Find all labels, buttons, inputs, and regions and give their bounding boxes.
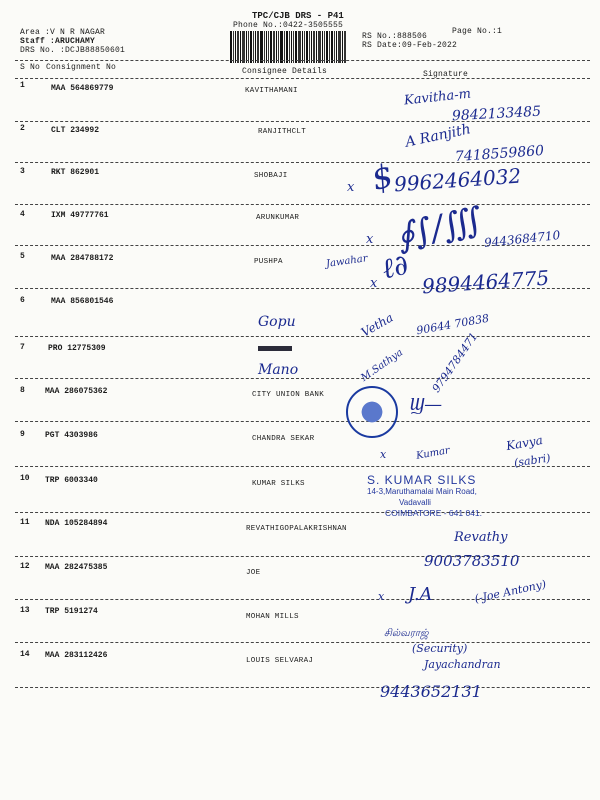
handwritten-gopu: Gopu <box>258 314 296 330</box>
row-sno: 1 <box>20 81 25 90</box>
barcode-bar <box>284 31 285 63</box>
row-consignment: MAA 284788172 <box>51 254 114 263</box>
signature-revathy: Revathy <box>454 530 508 545</box>
barcode-bar <box>344 31 346 63</box>
barcode-bar <box>276 31 277 63</box>
cross-mark: x <box>366 232 374 247</box>
signature-phone: 90644 70838 <box>415 311 491 338</box>
row-divider <box>15 162 590 163</box>
barcode-bar <box>260 31 263 63</box>
signature-kavya: Kavya <box>505 432 544 454</box>
signature-note: (sabri) <box>513 451 552 470</box>
barcode-bar <box>246 31 247 63</box>
signature-sathya: M.Sathya <box>359 347 406 384</box>
barcode-bar <box>331 31 333 63</box>
company-stamp <box>357 470 502 528</box>
row-divider <box>15 642 590 643</box>
barcode-bar <box>293 31 294 63</box>
barcode-bar <box>313 31 315 63</box>
row-consignment: NDA 105284894 <box>45 519 108 528</box>
barcode-bar <box>334 31 335 63</box>
row-sno: 14 <box>20 650 30 659</box>
barcode-bar <box>273 31 275 63</box>
stamp-line: Vadavalli <box>399 498 431 507</box>
row-consignee: RANJITHCLT <box>258 128 307 136</box>
rs-number: RS No.:888506 <box>362 32 428 41</box>
signature-scribble: $ <box>367 156 397 198</box>
cross-mark: x <box>370 276 378 291</box>
row-consignee: KAVITHAMANI <box>245 87 298 95</box>
barcode <box>230 31 355 63</box>
page-number: Page No.:1 <box>452 27 503 36</box>
barcode-bar <box>336 31 337 63</box>
row-consignee: KUMAR SILKS <box>252 480 305 488</box>
header-rule-bottom <box>15 78 590 79</box>
cross-mark: x <box>347 180 355 195</box>
row-sno: 11 <box>20 518 30 527</box>
signature-vetha: Vetha <box>358 310 396 340</box>
phone-number: Phone No.:0422-3505555 <box>233 21 344 30</box>
area-label: Area :V N R NAGAR <box>20 28 106 37</box>
stamp-line: S. KUMAR SILKS <box>367 473 477 487</box>
row-divider <box>15 466 590 467</box>
bank-seal <box>346 386 398 438</box>
barcode-bar <box>253 31 254 63</box>
barcode-bar <box>295 31 297 63</box>
row-consignment: MAA 564869779 <box>51 84 114 93</box>
row-consignee: LOUIS SELVARAJ <box>246 657 314 665</box>
row-divider <box>15 512 590 513</box>
rs-date: RS Date:09-Feb-2022 <box>362 41 458 50</box>
row-consignment: TRP 6003340 <box>45 476 98 485</box>
row-divider <box>15 421 590 422</box>
row-divider <box>15 378 590 379</box>
barcode-bar <box>326 31 328 63</box>
barcode-bar <box>248 31 249 63</box>
row-divider <box>15 336 590 337</box>
barcode-bar <box>302 31 303 63</box>
signature-phone: 9842133485 <box>451 103 542 125</box>
row-consignment: IXM 49777761 <box>51 211 109 220</box>
barcode-bar <box>286 31 288 63</box>
barcode-bar <box>306 31 308 63</box>
row-sno: 7 <box>20 343 25 352</box>
row-consignee: CHANDRA SEKAR <box>252 435 315 443</box>
barcode-bar <box>322 31 323 63</box>
signature-phone: 9894464775 <box>421 265 550 299</box>
row-consignee: ARUNKUMAR <box>256 214 300 222</box>
column-consignment: Consignment No <box>46 63 117 72</box>
row-sno: 6 <box>20 296 25 305</box>
barcode-bar <box>235 31 236 63</box>
row-divider <box>15 204 590 205</box>
staff-label: Staff :ARUCHAMY <box>20 37 96 46</box>
stamp-line: COIMBATORE - 641 041. <box>385 508 482 518</box>
signature-phone: 9443652131 <box>380 682 482 701</box>
barcode-bar <box>278 31 279 63</box>
signature-note: (-Joe Antony) <box>473 577 548 606</box>
row-consignment: CLT 234992 <box>51 126 100 135</box>
barcode-bar <box>280 31 283 63</box>
row-sno: 8 <box>20 386 25 395</box>
barcode-bar <box>291 31 292 63</box>
row-sno: 4 <box>20 210 25 219</box>
row-sno: 10 <box>20 474 30 483</box>
stamp-line: 14-3,Maruthamalai Main Road, <box>367 487 477 496</box>
signature-phone: 9003783510 <box>424 552 520 570</box>
row-consignee: REVATHIGOPALAKRISHNAN <box>246 525 347 533</box>
document-title: TPC/CJB DRS - P41 <box>252 11 344 21</box>
row-consignee: MOHAN MILLS <box>246 613 299 621</box>
barcode-bar <box>342 31 343 63</box>
barcode-bar <box>318 31 321 63</box>
row-divider <box>15 687 590 688</box>
handwritten-mano: Mano <box>258 362 299 378</box>
row-consignee: CITY UNION BANK <box>252 391 325 399</box>
row-sno: 12 <box>20 562 30 571</box>
barcode-bar <box>329 31 330 63</box>
row-consignment: RKT 862901 <box>51 168 100 177</box>
signature-ranjith: A Ranjith <box>404 121 473 151</box>
header-rule-top <box>15 60 590 61</box>
barcode-bar <box>304 31 305 63</box>
cross-mark: x <box>380 448 387 461</box>
signature-phone: 9794784471 <box>429 330 481 395</box>
signature-scribble: ∮∫∕∭ <box>392 199 487 257</box>
barcode-bar <box>270 31 272 63</box>
signature-tamil: சில்வராஜ் <box>384 628 429 639</box>
row-consignment: MAA 286075362 <box>45 387 108 396</box>
barcode-bar <box>257 31 259 63</box>
barcode-bar <box>298 31 301 63</box>
barcode-bar <box>250 31 252 63</box>
signature-kavitha: Kavitha-m <box>403 86 472 109</box>
row-sno: 5 <box>20 252 25 261</box>
barcode-bar <box>240 31 241 63</box>
barcode-bar <box>309 31 310 63</box>
signature-kumar: Kumar <box>415 445 451 462</box>
row-sno: 9 <box>20 430 25 439</box>
row-consignment: PRO 12775309 <box>48 344 106 353</box>
barcode-bar <box>266 31 267 63</box>
signature-scribble: ℓ∂ <box>378 247 412 286</box>
row-consignment: MAA 282475385 <box>45 563 108 572</box>
signature-jayachandran: Jayachandran <box>424 658 501 671</box>
barcode-bar <box>338 31 341 63</box>
signature-note: (Security) <box>412 642 468 655</box>
barcode-bar <box>268 31 269 63</box>
signature-phone: 9962464032 <box>393 163 522 197</box>
row-sno: 3 <box>20 167 25 176</box>
row-consignment: PGT 4303986 <box>45 431 98 440</box>
barcode-bar <box>289 31 290 63</box>
row-consignment: MAA 856801546 <box>51 297 114 306</box>
cross-mark: x <box>378 590 385 603</box>
row-consignee: SHOBAJI <box>254 172 288 180</box>
barcode-bar <box>255 31 256 63</box>
barcode-bar <box>242 31 245 63</box>
signature-scribble: Ϣ— <box>410 394 443 415</box>
row-sno: 2 <box>20 124 25 133</box>
signature-joe: J.A <box>408 584 433 605</box>
column-sno: S No <box>20 63 41 72</box>
drs-number: DRS No. :DCJB88850601 <box>20 46 126 55</box>
barcode-bar <box>264 31 265 63</box>
column-consignee: Consignee Details <box>242 67 328 76</box>
pushpa-note: Jawahar <box>325 253 369 270</box>
row-consignment: MAA 283112426 <box>45 651 108 660</box>
signature-phone: 7418559860 <box>454 142 545 166</box>
barcode-bar <box>237 31 239 63</box>
row-consignee: JOE <box>246 569 261 577</box>
row-sno: 13 <box>20 606 30 615</box>
signature-phone: 9443684710 <box>483 228 561 250</box>
barcode-bar <box>233 31 234 63</box>
redacted-consignee <box>258 346 292 351</box>
barcode-bar <box>230 31 232 63</box>
barcode-bar <box>324 31 325 63</box>
barcode-bar <box>316 31 317 63</box>
row-consignment: TRP 5191274 <box>45 607 98 616</box>
barcode-bar <box>311 31 312 63</box>
column-signature: Signature <box>423 70 469 79</box>
row-consignee: PUSHPA <box>254 258 283 266</box>
